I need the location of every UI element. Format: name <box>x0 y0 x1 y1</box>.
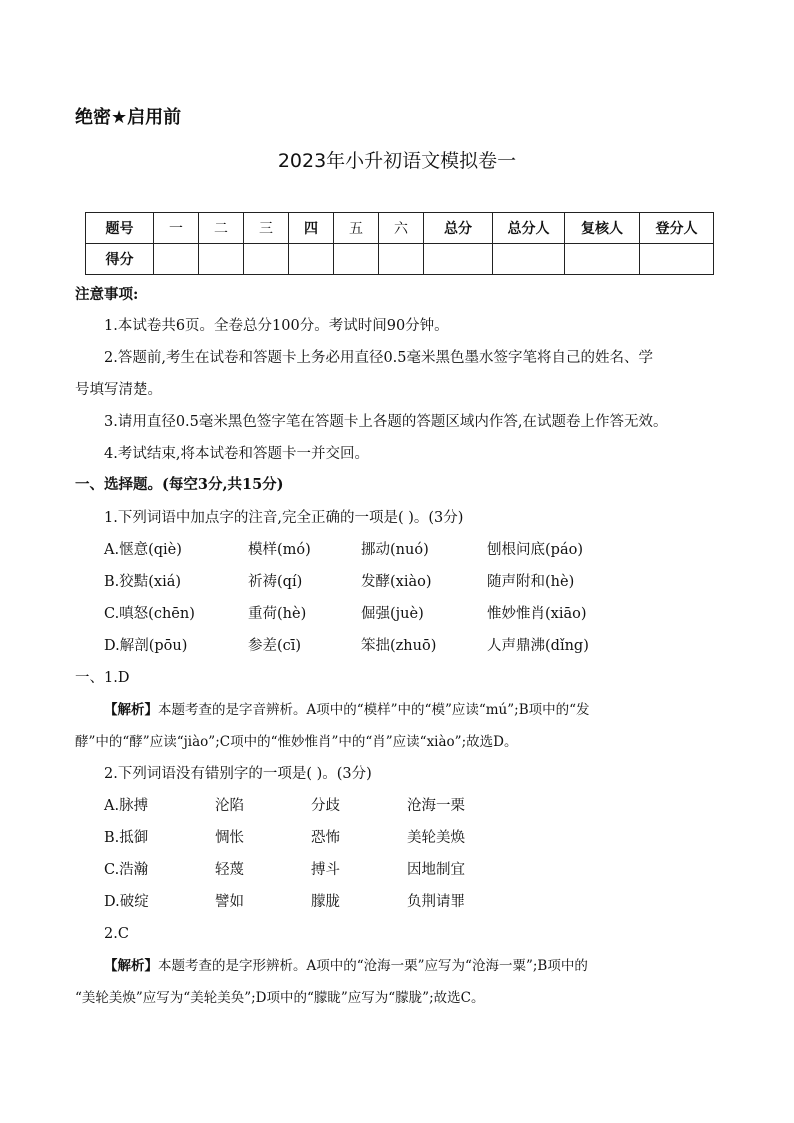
option-word: 参差(cī) <box>248 638 302 654</box>
note-item: 4.考试结束,将本试卷和答题卡一并交回。 <box>104 446 369 462</box>
table-cell: 六 <box>379 213 424 244</box>
option-word: 分歧 <box>311 798 340 814</box>
option-word: 负荆请罪 <box>407 894 465 910</box>
table-cell: 五 <box>334 213 379 244</box>
table-cell: 登分人 <box>640 213 714 244</box>
score-cell[interactable] <box>154 244 199 275</box>
option-word: 倔强(juè) <box>361 606 424 622</box>
table-cell: 二 <box>199 213 244 244</box>
analysis-text <box>104 700 590 720</box>
note-item: 1.本试卷共6页。全卷总分100分。考试时间90分钟。 <box>104 318 449 334</box>
option-word: 恐怖 <box>311 830 340 846</box>
table-cell: 总分人 <box>493 213 565 244</box>
option-word: 朦胧 <box>311 894 340 910</box>
option-word: B.抵御 <box>104 830 149 846</box>
score-cell[interactable] <box>640 244 714 275</box>
option-word: 惆怅 <box>215 830 244 846</box>
option-word: 譬如 <box>215 894 244 910</box>
score-cell[interactable] <box>289 244 334 275</box>
table-cell: 一 <box>154 213 199 244</box>
option-word: 美轮美焕 <box>407 830 465 846</box>
score-table-header-row <box>86 213 714 244</box>
note-item: 2.答题前,考生在试卷和答题卡上务必用直径0.5毫米黑色墨水签字笔将自己的姓名、学 <box>104 350 654 366</box>
option-word: 沦陷 <box>215 798 244 814</box>
analysis-body: 本题考查的是字形辨析。A项中的“沧海一栗”应写为“沧海一粟”;B项中的 <box>158 958 588 974</box>
option-word: C.嗔怒(chēn) <box>104 606 195 622</box>
option-word: D.破绽 <box>104 894 149 910</box>
option-word: 轻蔑 <box>215 862 244 878</box>
table-cell: 题号 <box>86 213 154 244</box>
option-word: 重荷(hè) <box>248 606 307 622</box>
score-cell[interactable] <box>244 244 289 275</box>
answer-text: 2.C <box>104 926 129 942</box>
option-word: B.狡黠(xiá) <box>104 574 182 590</box>
option-word: 沧海一栗 <box>407 798 465 814</box>
option-word: 挪动(nuó) <box>361 542 429 558</box>
analysis-text <box>104 956 588 976</box>
table-cell: 三 <box>244 213 289 244</box>
notes-heading: 注意事项: <box>75 286 139 303</box>
score-cell[interactable] <box>199 244 244 275</box>
table-cell: 得分 <box>86 244 154 275</box>
score-cell[interactable] <box>334 244 379 275</box>
option-word: 因地制宜 <box>407 862 465 878</box>
score-cell[interactable] <box>379 244 424 275</box>
table-cell: 复核人 <box>565 213 640 244</box>
note-item: 号填写清楚。 <box>75 382 162 398</box>
question-stem: 1.下列词语中加点字的注音,完全正确的一项是( )。(3分) <box>104 510 464 526</box>
option-word: 人声鼎沸(dǐng) <box>487 638 589 654</box>
option-word: 刨根问底(páo) <box>487 542 583 558</box>
score-table-score-row <box>86 244 714 275</box>
option-word: 模样(mó) <box>248 542 311 558</box>
option-word: A.脉搏 <box>104 798 149 814</box>
option-word: 发酵(xiào) <box>361 574 432 590</box>
option-word: 搏斗 <box>311 862 340 878</box>
note-item: 3.请用直径0.5毫米黑色签字笔在答题卡上各题的答题区域内作答,在试题卷上作答无效。 <box>104 414 668 430</box>
option-word: D.解剖(pōu) <box>104 638 188 654</box>
score-cell[interactable] <box>493 244 565 275</box>
analysis-text: “美轮美焕”应写为“美轮美奂”;D项中的“朦眬”应写为“朦胧”;故选C。 <box>75 990 485 1006</box>
score-table <box>85 212 714 275</box>
analysis-tag: 【解析】 <box>104 702 158 718</box>
confidential-label: 绝密★启用前 <box>75 107 182 128</box>
score-cell[interactable] <box>565 244 640 275</box>
page-title: 2023年小升初语文模拟卷一 <box>277 150 517 172</box>
analysis-text: 酵”中的“酵”应读“jiào”;C项中的“惟妙惟肖”中的“肖”应读“xiào”;故选D。 <box>75 734 518 750</box>
option-word: 随声附和(hè) <box>487 574 575 590</box>
analysis-tag: 【解析】 <box>104 958 158 974</box>
option-word: C.浩瀚 <box>104 862 149 878</box>
option-word: 祈祷(qí) <box>248 574 303 590</box>
option-word: 笨拙(zhuō) <box>361 638 437 654</box>
option-word: A.惬意(qiè) <box>104 542 182 558</box>
option-word: 惟妙惟肖(xiāo) <box>487 606 587 622</box>
answer-text: 一、1.D <box>75 670 130 686</box>
section-heading: 一、选择题。(每空3分,共15分) <box>75 476 284 493</box>
table-cell: 总分 <box>424 213 493 244</box>
analysis-body: 本题考查的是字音辨析。A项中的“模样”中的“模”应读“mú”;B项中的“发 <box>158 702 590 718</box>
score-cell[interactable] <box>424 244 493 275</box>
table-cell: 四 <box>289 213 334 244</box>
question-stem: 2.下列词语没有错别字的一项是( )。(3分) <box>104 766 372 782</box>
